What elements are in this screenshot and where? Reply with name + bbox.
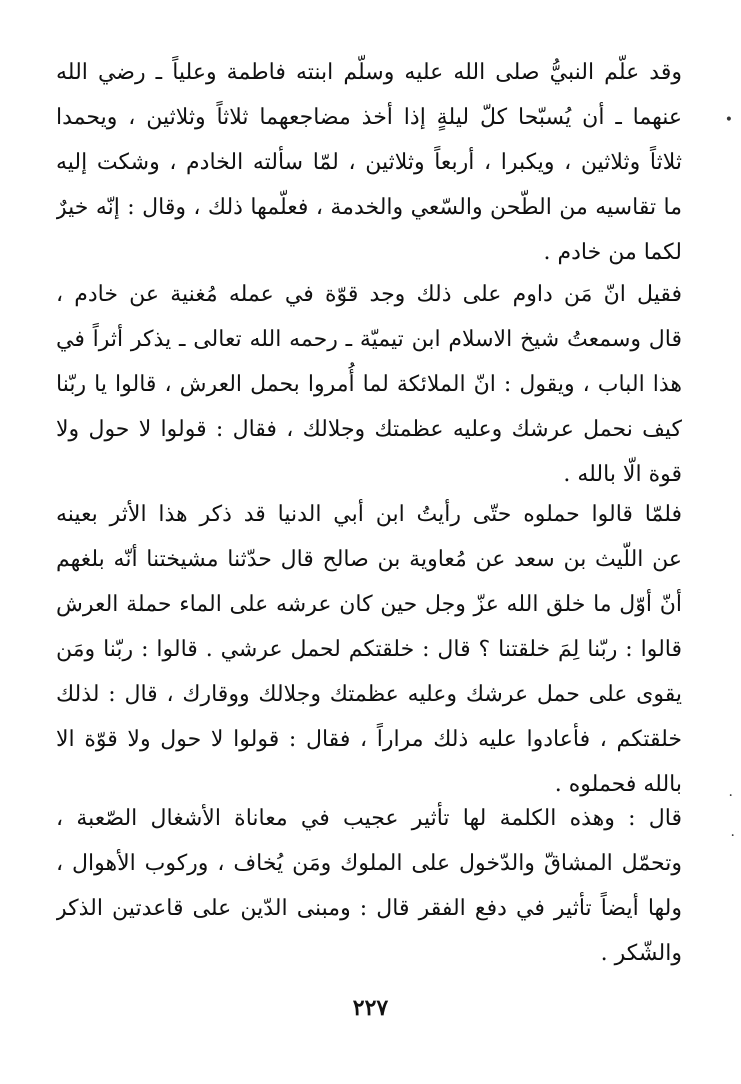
text-line: خلقتكم ، فأعادوا عليه ذلك مراراً ، فقال : قولوا لا حول ولا قوّة الا <box>56 727 682 752</box>
text-line: كيف نحمل عرشك وعليه عظمتك وجلالك ، فقال : قولوا لا حول ولا <box>56 417 682 442</box>
text-line: أنّ أوّل ما خلق الله عزّ وجل حين كان عرشه على الماء حملة العرش <box>56 592 682 617</box>
page-number: ٢٢٧ <box>352 995 389 1021</box>
text-line: ما تقاسيه من الطّحن والسّعي والخدمة ، فعلّمها ذلك ، وقال : إنّه خيرٌ <box>56 195 682 220</box>
text-line: عنهما ـ أن يُسبّحا كلّ ليلةٍ إذا أخذ مضاجعهما ثلاثاً وثلاثين ، ويحمدا <box>56 105 682 130</box>
text-line: قال : وهذه الكلمة لها تأثير عجيب في معاناة الأشغال الصّعبة ، <box>56 806 682 831</box>
text-line: بالله فحملوه . <box>554 772 682 797</box>
text-line: يقوى على حمل عرشك وعليه عظمتك وجلالك ووقارك ، قال : لذلك <box>56 682 682 707</box>
text-line: ثلاثاً وثلاثين ، ويكبرا ، أربعاً وثلاثين ، لمّا سألته الخادم ، وشكت إليه <box>56 150 682 175</box>
text-line: والشّكر . <box>600 941 682 966</box>
text-line: وقد علّم النبيُّ صلى الله عليه وسلّم ابنته فاطمة وعلياً ـ رضي الله <box>56 60 682 85</box>
text-line: فقيل انّ مَن داوم على ذلك وجد قوّة في عمله مُغنية عن خادم ، <box>56 282 682 307</box>
text-line: قوة الّا بالله . <box>563 462 682 487</box>
margin-dot: • <box>724 112 733 128</box>
text-line: ولها أيضاً تأثير في دفع الفقر قال : ومبنى الدّين على قاعدتين الذكر <box>56 896 682 921</box>
paragraph-3 <box>56 492 682 807</box>
margin-dot: · <box>728 788 733 804</box>
text-line: قال وسمعتُ شيخ الاسلام ابن تيميّة ـ رحمه الله تعالى ـ يذكر أثراً في <box>56 327 682 352</box>
paragraph-1 <box>56 50 682 275</box>
text-line: هذا الباب ، ويقول : انّ الملائكة لما أُمروا بحمل العرش ، قالوا يا ربّنا <box>56 372 682 397</box>
text-line: قالوا : ربّنا لِمَ خلقتنا ؟ قال : خلقتكم لحمل عرشي . قالوا : ربّنا ومَن <box>56 637 682 662</box>
text-line: وتحمّل المشاقّ والدّخول على الملوك ومَن يُخاف ، وركوب الأهوال ، <box>56 851 682 876</box>
margin-dot: · <box>730 828 735 844</box>
text-line: فلمّا قالوا حملوه حتّى رأيتُ ابن أبي الدنيا قد ذكر هذا الأثر بعينه <box>56 502 682 527</box>
text-line: عن اللّيث بن سعد عن مُعاوية بن صالح قال حدّثنا مشيختنا أنّه بلغهم <box>56 547 682 572</box>
paragraph-4 <box>56 796 682 976</box>
text-line: لكما من خادم . <box>543 240 682 265</box>
paragraph-2 <box>56 272 682 497</box>
